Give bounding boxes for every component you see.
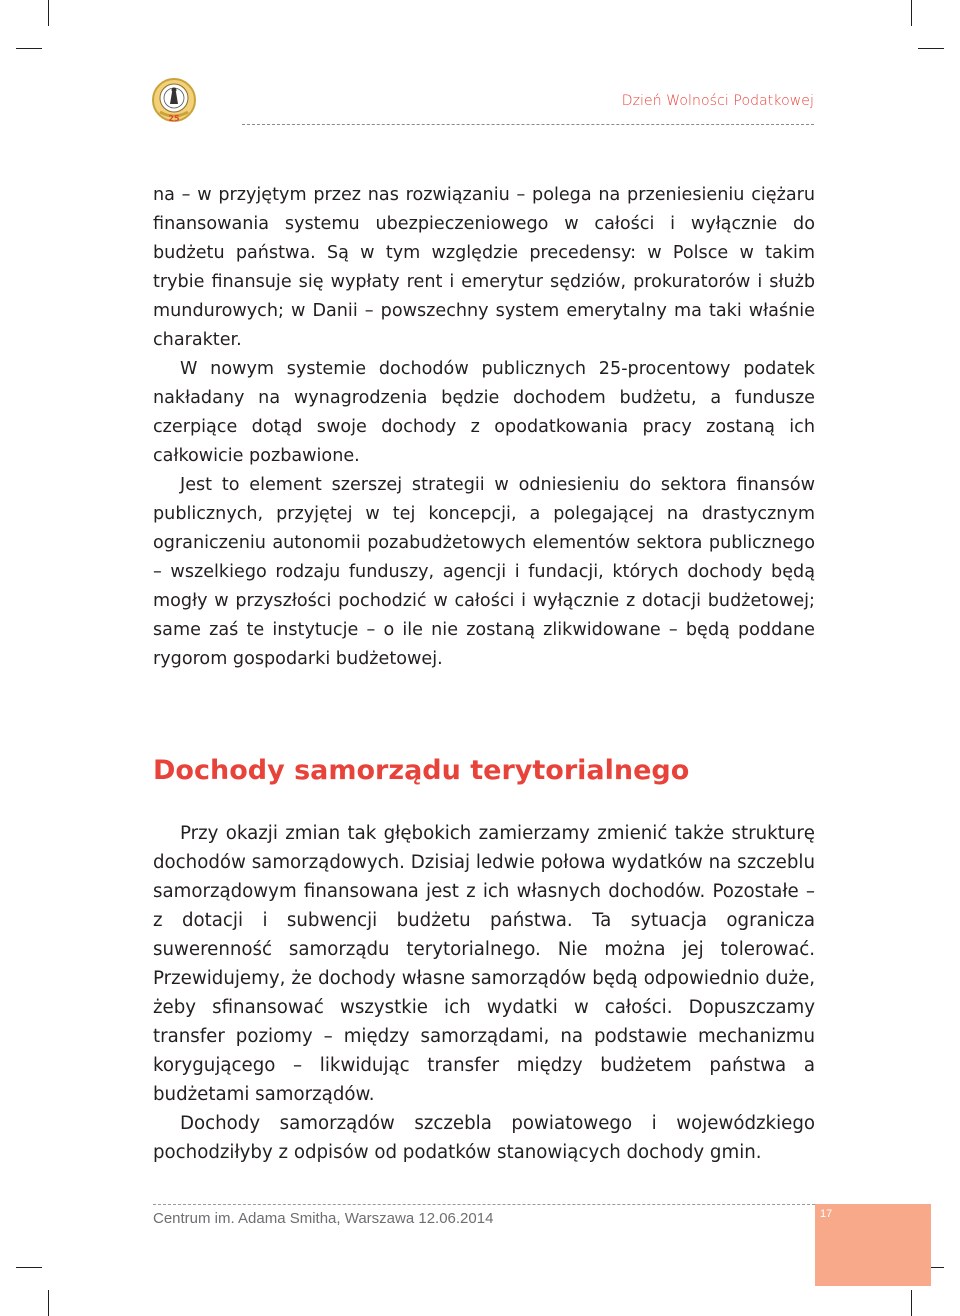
crop-mark [911,0,912,26]
paragraph: Jest to element szerszej strategii w odniesieniu do sektora finansów publicznych, przyjętej w tej koncepcji, a polegającej na drastycznym ograniczeniu autonomii pozabudżetowych elementów sektora publicznego – wszelkiego rodzaju funduszy, agencji i fundacji, których dochody będą mogły w przyszłości pochodzić w całości i wyłącznie z dotacji budżetowej; same zaś te instytucje – o ile nie zostaną zlikwidowane – będą poddane rygorom gospodarki budżetowej. [153,475,815,669]
section-heading: Dochody samorządu terytorialnego [153,755,690,786]
footer-divider [153,1204,815,1205]
logo-emblem [150,76,198,124]
paragraph: Przy okazji zmian tak głębokich zamierzamy zmienić także strukturę dochodów samorządowych. Dzisiaj ledwie połowa wydatków na szczeblu samorządowym finansowana jest z ich własnych dochodów. Pozostałe – z dotacji i subwencji budżetu państwa. Ta sytuacja ogranicza suwerenność samorządu terytorialnego. Nie można jej tolerować. Przewidujemy, że dochody własne samorządów będą odpowiednio duże, żeby sfinansować wszystkie ich wydatki w całości. Dopuszczamy transfer poziomy – między samorządami, na podstawie mechanizmu korygującego – likwidując transfer między budżetem państwa a budżetami samorządów. [153,823,815,1105]
crop-mark [16,48,42,49]
crop-mark [48,1290,49,1316]
footer-text: Centrum im. Adama Smitha, Warszawa 12.06.2014 [153,1210,494,1227]
paragraph: na – w przyjętym przez nas rozwiązaniu – polega na przeniesieniu ciężaru finansowania systemu ubezpieczeniowego w całości i wyłącznie do budżetu państwa. Są w tym względzie precedensy: w Polsce w takim trybie finansuje się wypłaty rent i emerytur sędziów, prokuratorów i służb mundurowych; w Danii – powszechny system emerytalny ma taki właśnie charakter. [153,185,815,350]
header-title: Dzień Wolności Podatkowej [621,93,814,109]
crop-mark [918,48,944,49]
paragraph: W nowym systemie dochodów publicznych 25-procentowy podatek nakładany na wynagrodzenia będzie dochodem budżetu, a fundusze czerpiące dotąd swoje dochody z opodatkowania pracy zostaną ich całkowicie pozbawione. [153,359,815,466]
crop-mark [48,0,49,26]
crop-mark [911,1290,912,1316]
page-number-box [815,1204,931,1286]
crop-mark [16,1267,42,1268]
body-text [153,181,815,674]
paragraph: Dochody samorządów szczebla powiatowego i wojewódzkiego pochodziłyby z odpisów od podatków stanowiących dochody gmin. [153,1113,815,1163]
logo-number: 25 [168,114,180,123]
page-number: 17 [820,1208,833,1220]
header-divider [242,124,814,125]
section-text [153,819,815,1167]
